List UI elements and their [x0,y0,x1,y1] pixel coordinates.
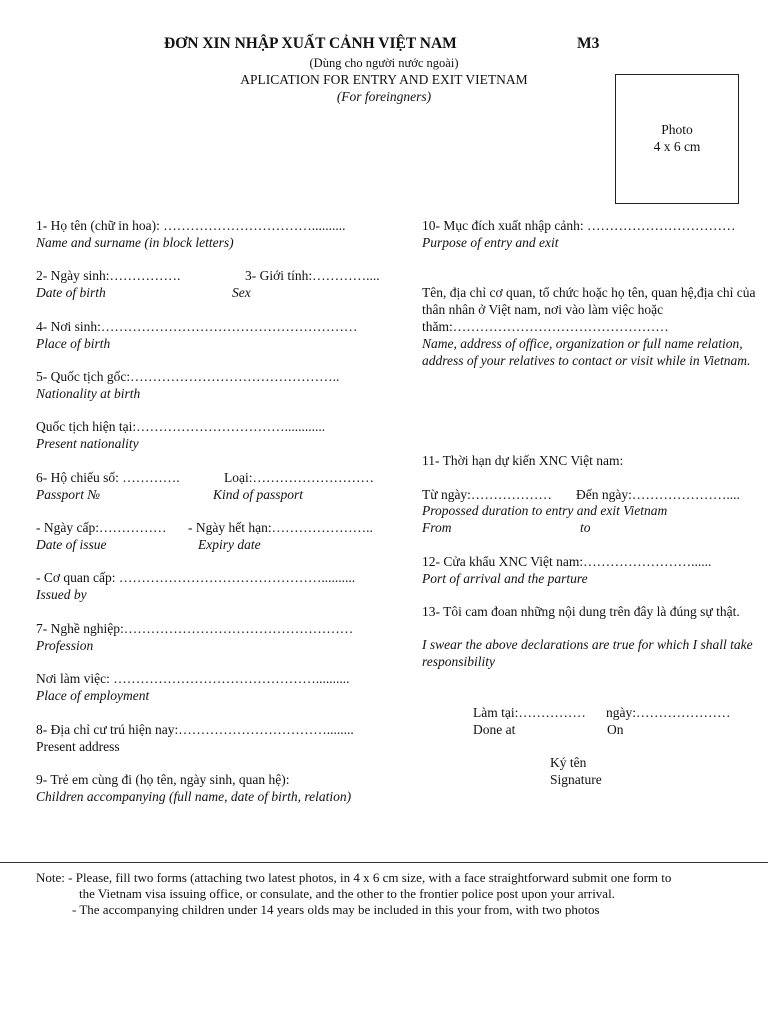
field-1-name-en: Name and surname (in block letters) [36,235,234,250]
form-subtitle-vn: (Dùng cho người nước ngoài) [309,56,459,70]
field-expiry-date-vn[interactable]: - Ngày hết hạn:………………….. [188,520,373,535]
field-issued-by-vn[interactable]: - Cơ quan cấp: ……………………………………….......... [36,570,356,585]
field-3-sex-vn[interactable]: 3- Giới tính:………….... [245,268,380,283]
field-11-from-en: From [422,520,452,535]
field-9-children-vn[interactable]: 9- Trẻ em cùng đi (họ tên, ngày sinh, quan hệ): [36,772,290,787]
field-6-passport-kind-vn[interactable]: Loại:……………………… [224,470,374,485]
form-title-vn: ĐƠN XIN NHẬP XUẤT CẢNH VIỆT NAM [164,35,457,52]
field-8-address-vn[interactable]: 8- Địa chỉ cư trú hiện nay:……………………………........ [36,722,354,737]
field-contact-en: Name, address of office, organization or full name relation, address of your relatives to contact or visit while in Vietnam. [422,336,751,368]
field-6-passport-en: Passport № [36,487,101,502]
field-present-nationality-en: Present nationality [36,436,139,451]
field-4-pob-en: Place of birth [36,336,111,351]
field-expiry-date-en: Expiry date [198,537,261,552]
field-11-to-en: to [580,520,591,535]
note-line-2: the Vietnam visa issuing office, or consulate, and the other to the frontier police post upon your arrival. [79,886,615,901]
field-6-passport-kind-en: Kind of passport [213,487,304,502]
field-3-sex-en: Sex [232,285,251,300]
field-12-port-vn[interactable]: 12- Cửa khẩu XNC Việt nam:……………………...... [422,554,712,569]
note-divider [0,862,768,863]
field-7-profession-vn[interactable]: 7- Nghề nghiệp:…………………………………………… [36,621,354,636]
field-8-address-en: Present address [36,739,120,754]
field-10-purpose-vn[interactable]: 10- Mục đích xuất nhập cảnh: …………………………… [422,218,736,233]
field-present-nationality-vn[interactable]: Quốc tịch hiện tại:……………………………............ [36,419,326,434]
field-5-nationality-en: Nationality at birth [36,386,141,401]
form-title-en: APLICATION FOR ENTRY AND EXIT VIETNAM [240,72,528,87]
photo-box[interactable] [615,74,739,204]
form-code: M3 [577,35,600,52]
field-4-pob-vn[interactable]: 4- Nơi sinh:………………………………………………… [36,319,358,334]
form-subtitle-en: (For foreingners) [336,89,432,104]
field-employment-place-vn[interactable]: Nơi làm việc: ……………………………………….......... [36,671,350,686]
field-2-dob-en: Date of birth [36,285,106,300]
field-7-profession-en: Profession [36,638,94,653]
field-9-children-en: Children accompanying (full name, date of birth, relation) [36,789,352,804]
field-contact-vn[interactable]: Tên, địa chỉ cơ quan, tổ chức hoặc họ tên, quan hệ,địa chỉ của thân nhân ở Việt nam, nơi vào làm việc hoặc thăm:………………………………………… [422,285,756,334]
field-11-from-vn[interactable]: Từ ngày:……………… [422,487,552,502]
field-13-declaration-vn: 13- Tôi cam đoan những nội dung trên đây là đúng sự thật. [422,604,740,619]
field-5-nationality-vn[interactable]: 5- Quốc tịch gốc:……………………………………….. [36,369,340,384]
field-6-passport-vn[interactable]: 6- Hộ chiếu số: …………. [36,470,180,485]
field-12-port-en: Port of arrival and the parture [422,571,588,586]
field-issue-date-en: Date of issue [36,537,107,552]
field-1-name-vn[interactable]: 1- Họ tên (chữ in hoa): …………………………….......... [36,218,346,233]
photo-label: Photo [661,122,693,137]
date-vn[interactable]: ngày:………………… [606,705,731,720]
field-11-duration-vn: 11- Thời hạn dự kiến XNC Việt nam: [422,453,624,468]
done-at-en: Done at [473,722,516,737]
note-line-1: Note: - Please, fill two forms (attaching two latest photos, in 4 x 6 cm size, with a face straightforward submit one form to [36,870,672,885]
field-13-declaration-en: I swear the above declarations are true for which I shall take responsibility [422,637,753,669]
date-en: On [607,722,624,737]
field-11-duration-en: Propossed duration to entry and exit Vietnam [422,503,668,518]
field-issued-by-en: Issued by [36,587,87,602]
photo-size-label: 4 x 6 cm [653,139,701,154]
field-employment-place-en: Place of employment [36,688,150,703]
field-10-purpose-en: Purpose of entry and exit [422,235,559,250]
field-issue-date-vn[interactable]: - Ngày cấp:…………… [36,520,167,535]
note-line-3: - The accompanying children under 14 years olds may be included in this your from, with two photos [72,902,600,917]
signature-en[interactable]: Signature [550,772,602,787]
done-at-vn[interactable]: Làm tại:…………… [473,705,586,720]
field-2-dob-vn[interactable]: 2- Ngày sinh:……………. [36,268,181,283]
field-11-to-vn[interactable]: Đến ngày:………………….... [576,487,740,502]
signature-vn: Ký tên [550,755,587,770]
